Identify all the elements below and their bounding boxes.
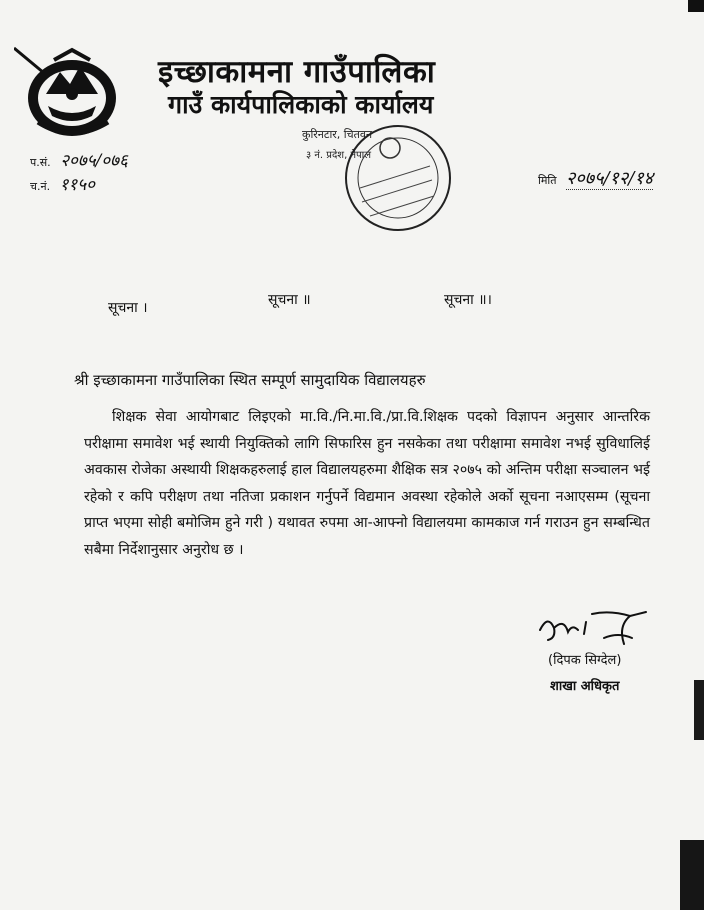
scan-edge-bottom <box>680 840 704 910</box>
dispatch-number-value: ११५० <box>59 175 95 195</box>
stamp-line-2: ३ नं. प्रदेश, नेपाल <box>306 150 372 161</box>
dispatch-number-label: च.नं. <box>30 180 51 193</box>
ref-number-value: २०७५/०७६ <box>60 151 128 171</box>
ref-number <box>30 148 128 171</box>
scan-edge-top <box>688 0 704 12</box>
signatory-name: (दिपक सिग्देल) <box>548 653 622 668</box>
office-stamp-icon <box>300 118 468 238</box>
office-title: इच्छाकामना गाउँपालिका <box>158 54 436 90</box>
handwritten-signature-icon <box>534 604 654 654</box>
date-label: मिति <box>538 174 557 187</box>
notice-heading-3: सूचना ॥। <box>444 292 492 308</box>
signatory-title: शाखा अधिकृत <box>550 679 620 694</box>
scan-edge-right <box>694 680 704 740</box>
nepal-government-emblem-icon <box>14 36 126 140</box>
letter-date <box>538 166 653 190</box>
date-value: २०७५/१२/१४ <box>566 168 654 189</box>
addressee-line: श्री इच्छाकामना गाउँपालिका स्थित सम्पूर्ण सामुदायिक विद्यालयहरु <box>74 371 426 389</box>
notice-heading-2: सूचना ॥ <box>268 292 311 308</box>
stamp-line-1: कुरिनटार, चितवन <box>302 128 373 141</box>
letter-body: शिक्षक सेवा आयोगबाट लिइएको मा.वि./नि.मा.वि./प्रा.वि.शिक्षक पदको विज्ञापन अनुसार आन्तरिक परीक्षामा समावेश भई स्थायी नियुक्तिको लागि सिफारिस हुन नसकेका तथा परीक्षामा समावेश नभई सुविधालिई अवकास रोजेका अस्थायी शिक्षकहरुलाई हाल विद्यालयहरुमा शैक्षिक सत्र २०७५ को अन्तिम परीक्षा सञ्चालन भई रहेको र कपि परीक्षण तथा नतिजा प्रकाशन गर्नुपर्ने विद्यमान अवस्था रहेकोले अर्को सूचना नआएसम्म (सूचना प्राप्त भएमा सोही बमोजिम हुने गरी ) यथावत रुपमा आ-आफ्नो विद्यालयमा कामकाज गर्न गराउन हुन सम्बन्धित सबैमा निर्देशानुसार अनुरोध छ । <box>84 409 650 558</box>
dispatch-number <box>30 172 95 195</box>
notice-heading-1: सूचना । <box>108 300 148 316</box>
office-subtitle: गाउँ कार्यपालिकाको कार्यालय <box>168 90 434 119</box>
ref-number-label: प.सं. <box>30 156 51 169</box>
